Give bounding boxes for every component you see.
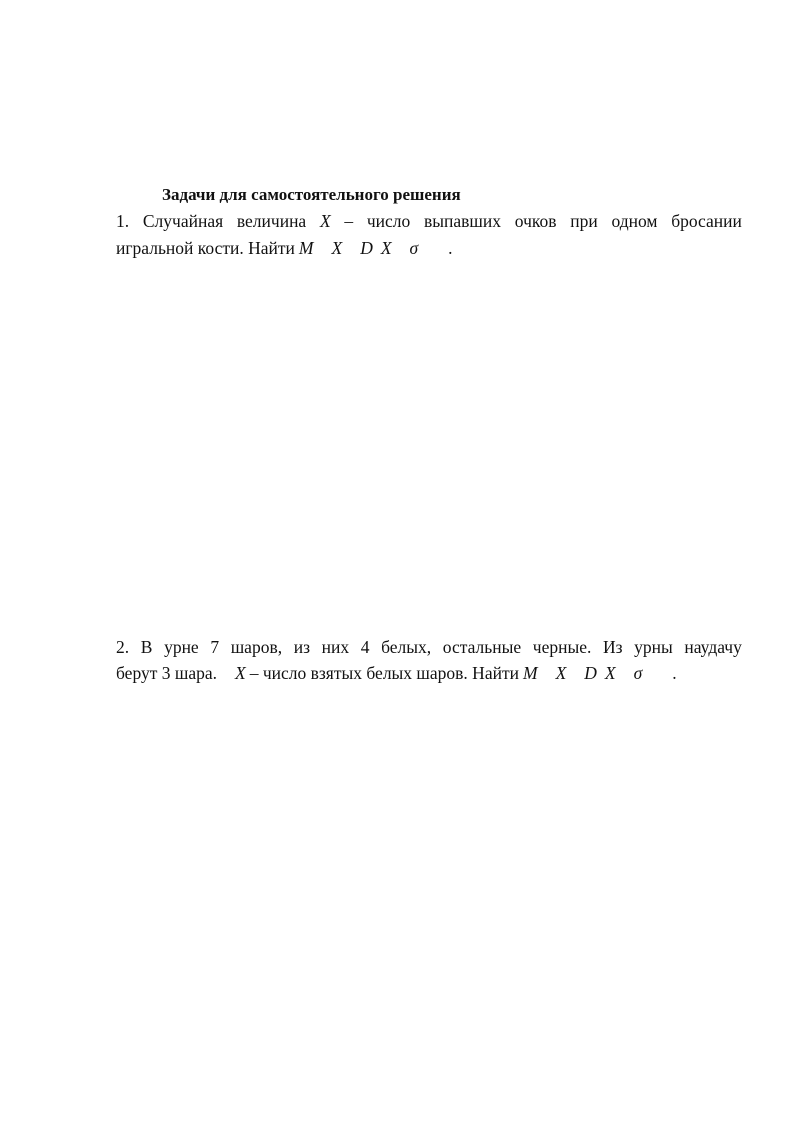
problem-1-word: при <box>570 211 598 231</box>
problem-1-line-2 <box>116 235 742 261</box>
problem-2-line-2 <box>116 660 742 686</box>
problem-2-word: наудачу <box>684 637 742 657</box>
problem-2-expectation: M <box>522 663 538 683</box>
section-heading: Задачи для самостоятельного решения <box>162 185 461 204</box>
problem-1-word: очков <box>514 211 557 231</box>
problem-2-word: белых, <box>381 637 432 657</box>
problem-2-variance-arg: X <box>604 663 616 683</box>
problem-1-variance-arg: X <box>380 238 392 258</box>
problem-2-word: урне <box>164 637 199 657</box>
problem-2-word: черные. <box>532 637 592 657</box>
problem-1-expectation: M <box>298 238 314 258</box>
problem-2-text-start: берут 3 шара. <box>116 663 217 683</box>
problem-1-period: . <box>448 238 453 258</box>
problem-1-word: число <box>366 211 411 231</box>
problem-2-word: 4 <box>360 637 370 657</box>
problem-1-sigma: σ <box>409 238 419 258</box>
problem-2-word: шаров, <box>230 637 283 657</box>
problem-2-variable: X <box>235 663 246 683</box>
problem-2-word: В <box>140 637 153 657</box>
problem-2-word: остальные <box>442 637 522 657</box>
problem-2-variance: D <box>584 663 597 683</box>
problem-1-variance: D <box>360 238 373 258</box>
problem-1-word: выпавших <box>424 211 502 231</box>
problem-2-line-1 <box>116 634 742 660</box>
problem-2-number: 2. <box>116 637 130 657</box>
problem-1-word: одном <box>611 211 658 231</box>
problem-2-sigma: σ <box>633 663 643 683</box>
problem-1-number: 1. <box>116 211 130 231</box>
problem-2-text: – число взятых белых шаров. Найти <box>249 663 519 683</box>
problem-1-line-1 <box>116 208 742 234</box>
problem-2-period: . <box>672 663 677 683</box>
problem-1-text: игральной кости. Найти <box>116 238 295 258</box>
problem-2-word: урны <box>634 637 673 657</box>
problem-1-variable: X <box>319 211 331 231</box>
problem-1-word: Случайная <box>142 211 224 231</box>
problem-1-expectation-arg: X <box>331 238 343 258</box>
problem-2-word: Из <box>602 637 623 657</box>
problem-2-expectation-arg: X <box>555 663 567 683</box>
problem-2-word: из <box>293 637 310 657</box>
problem-1-word: величина <box>236 211 307 231</box>
problem-2-word: них <box>321 637 350 657</box>
problem-2-word: 7 <box>210 637 220 657</box>
problem-1-word: – <box>344 211 354 231</box>
problem-1-word: бросании <box>671 211 742 231</box>
